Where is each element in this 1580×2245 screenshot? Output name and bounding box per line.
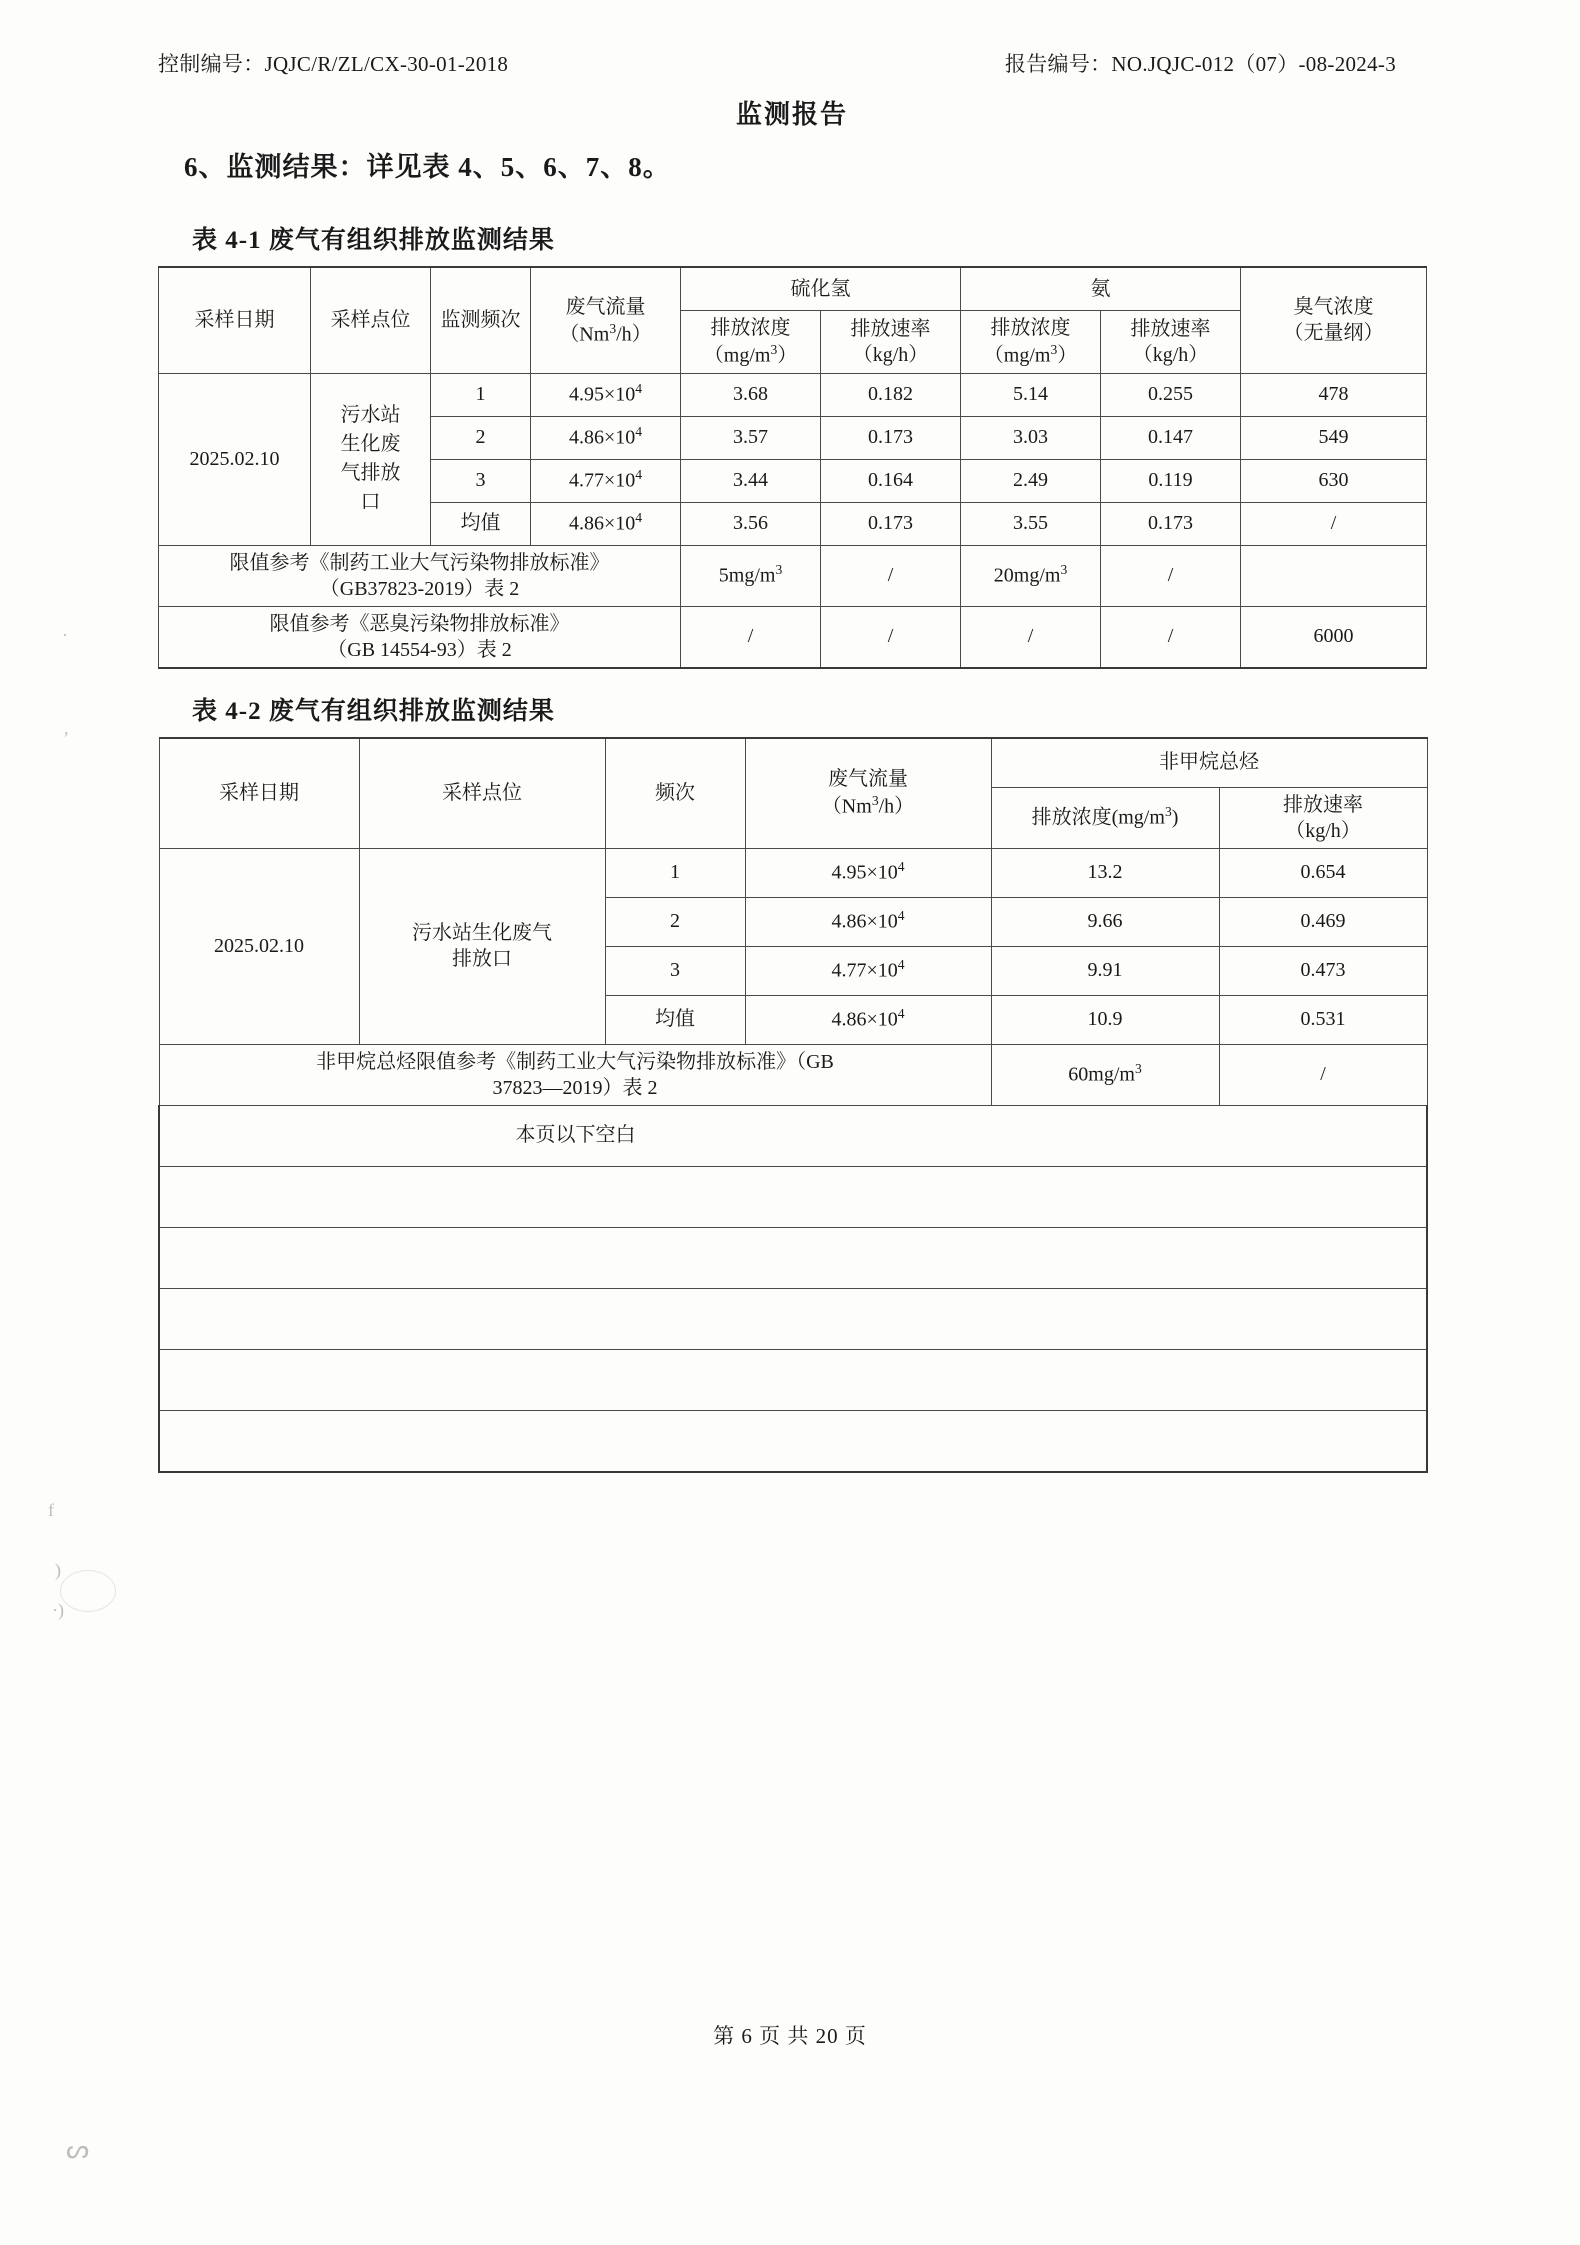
frequency: 1 (431, 373, 531, 416)
blank-cell (159, 1227, 991, 1288)
odor-value: 478 (1241, 373, 1427, 416)
header-nmhc-rate: 排放速率 （kg/h） (1219, 787, 1427, 848)
control-number: 控制编号：JQJC/R/ZL/CX-30-01-2018 (158, 52, 509, 76)
odor-value: 549 (1241, 416, 1427, 459)
nh3-concentration: 3.55 (961, 502, 1101, 545)
odor-value: 630 (1241, 459, 1427, 502)
header-odor: 臭气浓度 （无量纲） (1241, 267, 1427, 373)
limit-nh3-conc: $20mg/m^3$ (961, 545, 1101, 606)
frequency: 2 (431, 416, 531, 459)
scan-mark: ) (55, 1560, 61, 1580)
nh3-concentration: 3.03 (961, 416, 1101, 459)
limit-h2s-conc: / (681, 606, 821, 668)
frequency: 2 (605, 897, 745, 946)
table-row (159, 738, 1427, 788)
blank-cell (159, 1288, 991, 1349)
document-title: 监测报告 (735, 100, 848, 129)
nh3-concentration: 2.49 (961, 459, 1101, 502)
h2s-rate: 0.182 (821, 373, 961, 416)
frequency: 均值 (431, 502, 531, 545)
flow-value: $4.86\times 10^4$ (745, 995, 991, 1044)
nmhc-rate: 0.654 (1219, 848, 1427, 897)
limit-nh3-conc: / (961, 606, 1101, 668)
blank-cell (1219, 1288, 1427, 1349)
blank-cell (159, 1410, 991, 1472)
header-point: 采样点位 (359, 738, 605, 849)
blank-cell (1219, 1166, 1427, 1227)
frequency: 3 (605, 946, 745, 995)
blank-cell (991, 1105, 1219, 1166)
scan-mark: ·) (52, 1600, 64, 1620)
blank-cell (991, 1166, 1219, 1227)
limit-nmhc-conc: $60mg/m^3$ (991, 1044, 1219, 1105)
table-row-blank (159, 1349, 1427, 1410)
section-heading: 6、监测结果：详见表 4、5、6、7、8。 (184, 152, 671, 182)
table-row-blank (159, 1410, 1427, 1472)
frequency: 均值 (605, 995, 745, 1044)
flow-value: $4.95\times 10^4$ (531, 373, 681, 416)
frequency: 1 (605, 848, 745, 897)
frequency: 3 (431, 459, 531, 502)
header-frequency: 监测频次 (431, 267, 531, 373)
table-row-blank (159, 1166, 1427, 1227)
nmhc-concentration: 10.9 (991, 995, 1219, 1044)
limit-nh3-rate: / (1101, 545, 1241, 606)
scan-mark: f (48, 1500, 54, 1520)
h2s-rate: 0.173 (821, 502, 961, 545)
nmhc-rate: 0.469 (1219, 897, 1427, 946)
scan-smudge (60, 1570, 116, 1612)
h2s-rate: 0.164 (821, 459, 961, 502)
header-flow: 废气流量 （Nm$^3$/h） (531, 267, 681, 373)
nmhc-concentration: 9.66 (991, 897, 1219, 946)
table-row-limit (159, 606, 1427, 668)
header-frequency: 频次 (605, 738, 745, 849)
nh3-rate: 0.173 (1101, 502, 1241, 545)
header-nmhc: 非甲烷总烃 (991, 738, 1427, 788)
nh3-rate: 0.147 (1101, 416, 1241, 459)
flow-value: $4.86\times 10^4$ (531, 502, 681, 545)
limit-nh3-rate: / (1101, 606, 1241, 668)
flow-value: $4.86\times 10^4$ (531, 416, 681, 459)
blank-cell (991, 1288, 1219, 1349)
table-row-blank-note (159, 1105, 1427, 1166)
odor-value: / (1241, 502, 1427, 545)
page-header (158, 48, 1426, 78)
flow-value: $4.77\times 10^4$ (531, 459, 681, 502)
table-row-limit (159, 545, 1427, 606)
sample-date: 2025.02.10 (159, 373, 311, 545)
header-nh3-rate: 排放速率 （kg/h） (1101, 311, 1241, 374)
scan-mark: , (64, 718, 69, 738)
nh3-rate: 0.119 (1101, 459, 1241, 502)
table-42 (158, 737, 1428, 1473)
limit-h2s-rate: / (821, 545, 961, 606)
blank-cell (159, 1349, 991, 1410)
header-date: 采样日期 (159, 738, 359, 849)
flow-value: $4.86\times 10^4$ (745, 897, 991, 946)
table-row-blank (159, 1227, 1427, 1288)
blank-cell (1219, 1227, 1427, 1288)
header-h2s-conc: 排放浓度 $(mg/m^3)$ (681, 311, 821, 374)
header-nh3: 氨 (961, 267, 1241, 311)
nmhc-rate: 0.473 (1219, 946, 1427, 995)
table-41 (158, 266, 1427, 669)
sample-point: 污水站生化废气 排放口 (359, 848, 605, 1044)
limit-odor: 6000 (1241, 606, 1427, 668)
limit-reference-nmhc: 非甲烷总烃限值参考《制药工业大气污染物排放标准》（GB 37823—2019）表 2 (159, 1044, 991, 1105)
limit-odor (1241, 545, 1427, 606)
nh3-concentration: 5.14 (961, 373, 1101, 416)
flow-value: $4.95\times 10^4$ (745, 848, 991, 897)
scan-mark: · (62, 625, 68, 645)
nmhc-rate: 0.531 (1219, 995, 1427, 1044)
blank-cell (1219, 1105, 1427, 1166)
nmhc-concentration: 13.2 (991, 848, 1219, 897)
header-h2s-rate: 排放速率 （kg/h） (821, 311, 961, 374)
table-row-limit (159, 1044, 1427, 1105)
table-row (159, 373, 1427, 416)
header-nh3-conc: 排放浓度 $(mg/m^3)$ (961, 311, 1101, 374)
header-date: 采样日期 (159, 267, 311, 373)
nmhc-concentration: 9.91 (991, 946, 1219, 995)
scan-mark: ᔕ (66, 2135, 90, 2164)
h2s-concentration: 3.56 (681, 502, 821, 545)
page-content (158, 48, 1426, 1473)
header-nmhc-conc: 排放浓度$(mg/m^3)$ (991, 787, 1219, 848)
h2s-concentration: 3.68 (681, 373, 821, 416)
blank-cell (1219, 1410, 1427, 1472)
limit-reference-2: 限值参考《恶臭污染物排放标准》 （GB 14554-93）表 2 (159, 606, 681, 668)
header-flow: 废气流量 （Nm$^3$/h） (745, 738, 991, 849)
page-footer: 第 6 页 共 20 页 (713, 2024, 867, 2048)
header-h2s: 硫化氢 (681, 267, 961, 311)
blank-cell (1219, 1349, 1427, 1410)
sample-date: 2025.02.10 (159, 848, 359, 1044)
nh3-rate: 0.255 (1101, 373, 1241, 416)
blank-cell (991, 1349, 1219, 1410)
h2s-rate: 0.173 (821, 416, 961, 459)
limit-h2s-conc: $5mg/m^3$ (681, 545, 821, 606)
blank-cell (159, 1166, 991, 1227)
limit-reference-1: 限值参考《制药工业大气污染物排放标准》 （GB37823-2019）表 2 (159, 545, 681, 606)
h2s-concentration: 3.57 (681, 416, 821, 459)
sample-point: 污水站 生化废 气排放 口 (311, 373, 431, 545)
flow-value: $4.77\times 10^4$ (745, 946, 991, 995)
table-42-caption: 表 4-2 废气有组织排放监测结果 (192, 697, 555, 725)
table-row-blank (159, 1288, 1427, 1349)
table-row (159, 848, 1427, 897)
table-row (159, 267, 1427, 311)
table-41-caption: 表 4-1 废气有组织排放监测结果 (192, 227, 555, 254)
limit-nmhc-rate: / (1219, 1044, 1427, 1105)
blank-note: 本页以下空白 (159, 1105, 991, 1166)
h2s-concentration: 3.44 (681, 459, 821, 502)
header-point: 采样点位 (311, 267, 431, 373)
report-number: 报告编号：NO.JQJC-012（07）-08-2024-3 (1004, 52, 1396, 76)
blank-cell (991, 1227, 1219, 1288)
limit-h2s-rate: / (821, 606, 961, 668)
blank-cell (991, 1410, 1219, 1472)
